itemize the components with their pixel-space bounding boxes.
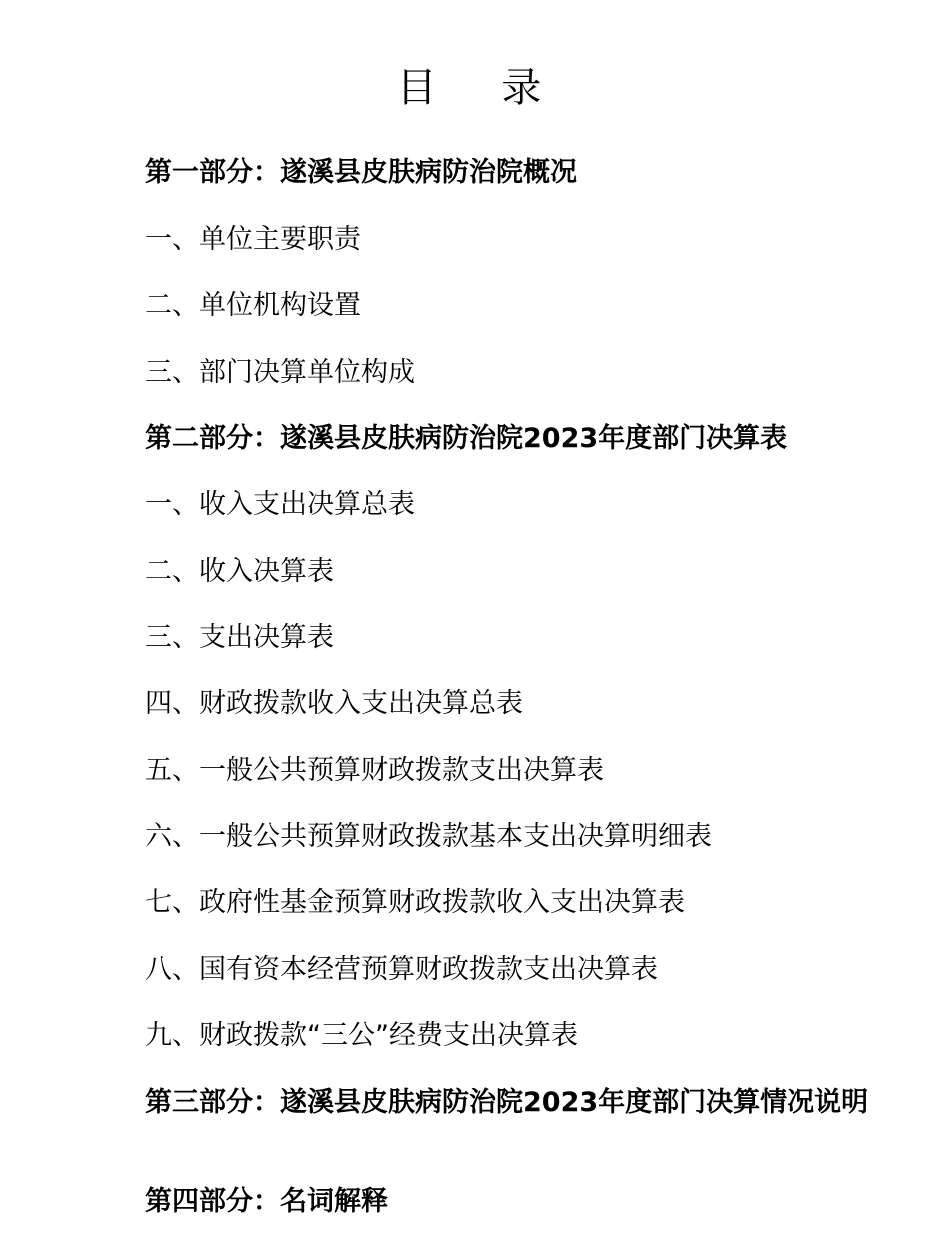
toc-item: 八、国有资本经营预算财政拨款支出决算表 — [145, 954, 658, 985]
toc-item: 四、财政拨款收入支出决算总表 — [145, 688, 523, 719]
toc-part-1: 第一部分：遂溪县皮肤病防治院概况 — [145, 157, 577, 188]
toc-item: 三、部门决算单位构成 — [145, 357, 415, 388]
toc-item: 二、收入决算表 — [145, 556, 334, 587]
toc-item: 一、收入支出决算总表 — [145, 489, 415, 520]
toc-item: 五、一般公共预算财政拨款支出决算表 — [145, 755, 604, 786]
toc-part-3: 第三部分：遂溪县皮肤病防治院2023年度部门决算情况说明 — [145, 1087, 869, 1118]
page-title: 目 录 — [396, 65, 568, 111]
toc-item: 七、政府性基金预算财政拨款收入支出决算表 — [145, 887, 685, 918]
toc-item: 一、单位主要职责 — [145, 224, 361, 255]
toc-item: 六、一般公共预算财政拨款基本支出决算明细表 — [145, 821, 712, 852]
toc-item: 九、财政拨款“三公”经费支出决算表 — [145, 1020, 578, 1051]
toc-part-2: 第二部分：遂溪县皮肤病防治院2023年度部门决算表 — [145, 423, 788, 454]
toc-part-4: 第四部分：名词解释 — [145, 1186, 388, 1217]
toc-item: 三、支出决算表 — [145, 622, 334, 653]
toc-item: 二、单位机构设置 — [145, 290, 361, 321]
